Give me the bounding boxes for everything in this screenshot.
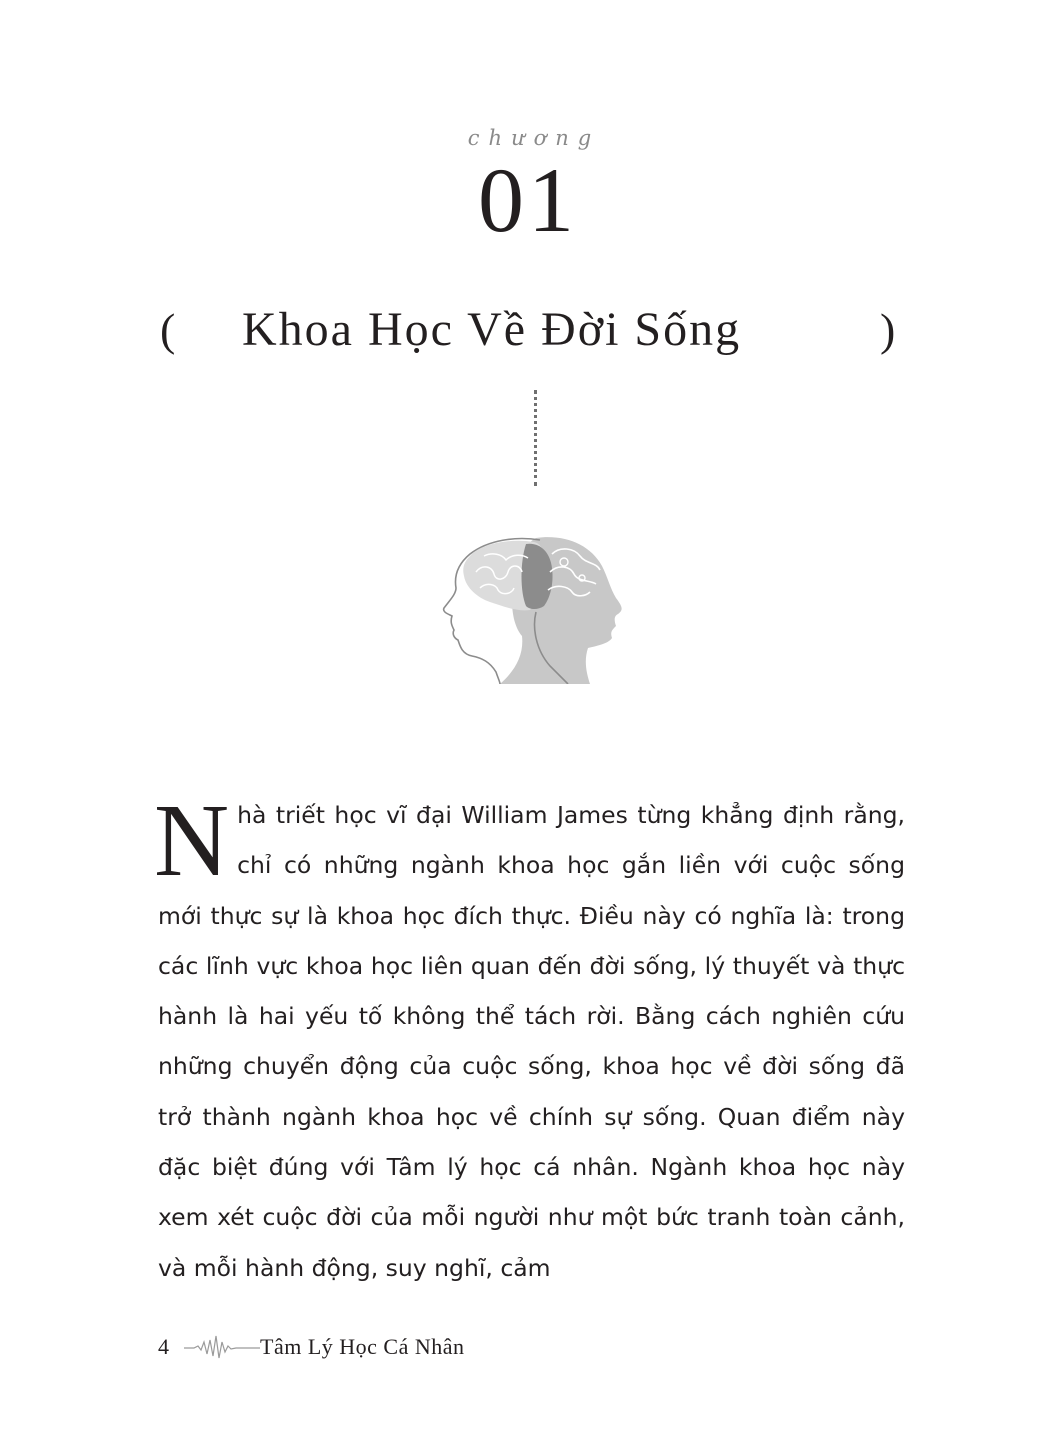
body-paragraph xyxy=(154,783,905,1293)
chapter-label: chương xyxy=(467,126,601,150)
page-footer xyxy=(158,1330,658,1364)
title-bracket-right: ) xyxy=(880,304,896,355)
page-number: 4 xyxy=(158,1334,169,1359)
chapter-number: 01 xyxy=(478,149,578,251)
title-bracket-left: ( xyxy=(160,304,176,355)
dotted-divider xyxy=(534,390,537,486)
chapter-title: Khoa Học Về Đời Sống xyxy=(242,303,742,356)
heartbeat-line-icon xyxy=(184,1332,260,1362)
chapter-title-row xyxy=(0,300,1048,370)
body-text: hà triết học vĩ đại William James từng khẳng định rằng, chỉ có những ngành khoa học gắn liền với cuộc sống mới thực sự là khoa học đích thực. Điều này có nghĩa là: trong các lĩnh vực khoa học liên quan đến đời sống, lý thuyết và thực hành là hai yếu tố không thể tách rời. Bằng cách nghiên cứu những chuyển động của cuộc sống, khoa học về đời sống đã trở thành ngành khoa học về chính sự sống. Quan điểm này đặc biệt đúng với Tâm lý học cá nhân. Ngành khoa học này xem xét cuộc đời của mỗi người như một bức tranh toàn cảnh, và mỗi hành động, suy nghĩ, cảm xyxy=(158,801,905,1282)
book-title: Tâm Lý Học Cá Nhân xyxy=(260,1334,465,1359)
two-heads-brain-icon xyxy=(440,532,632,684)
drop-cap: N xyxy=(154,783,230,898)
